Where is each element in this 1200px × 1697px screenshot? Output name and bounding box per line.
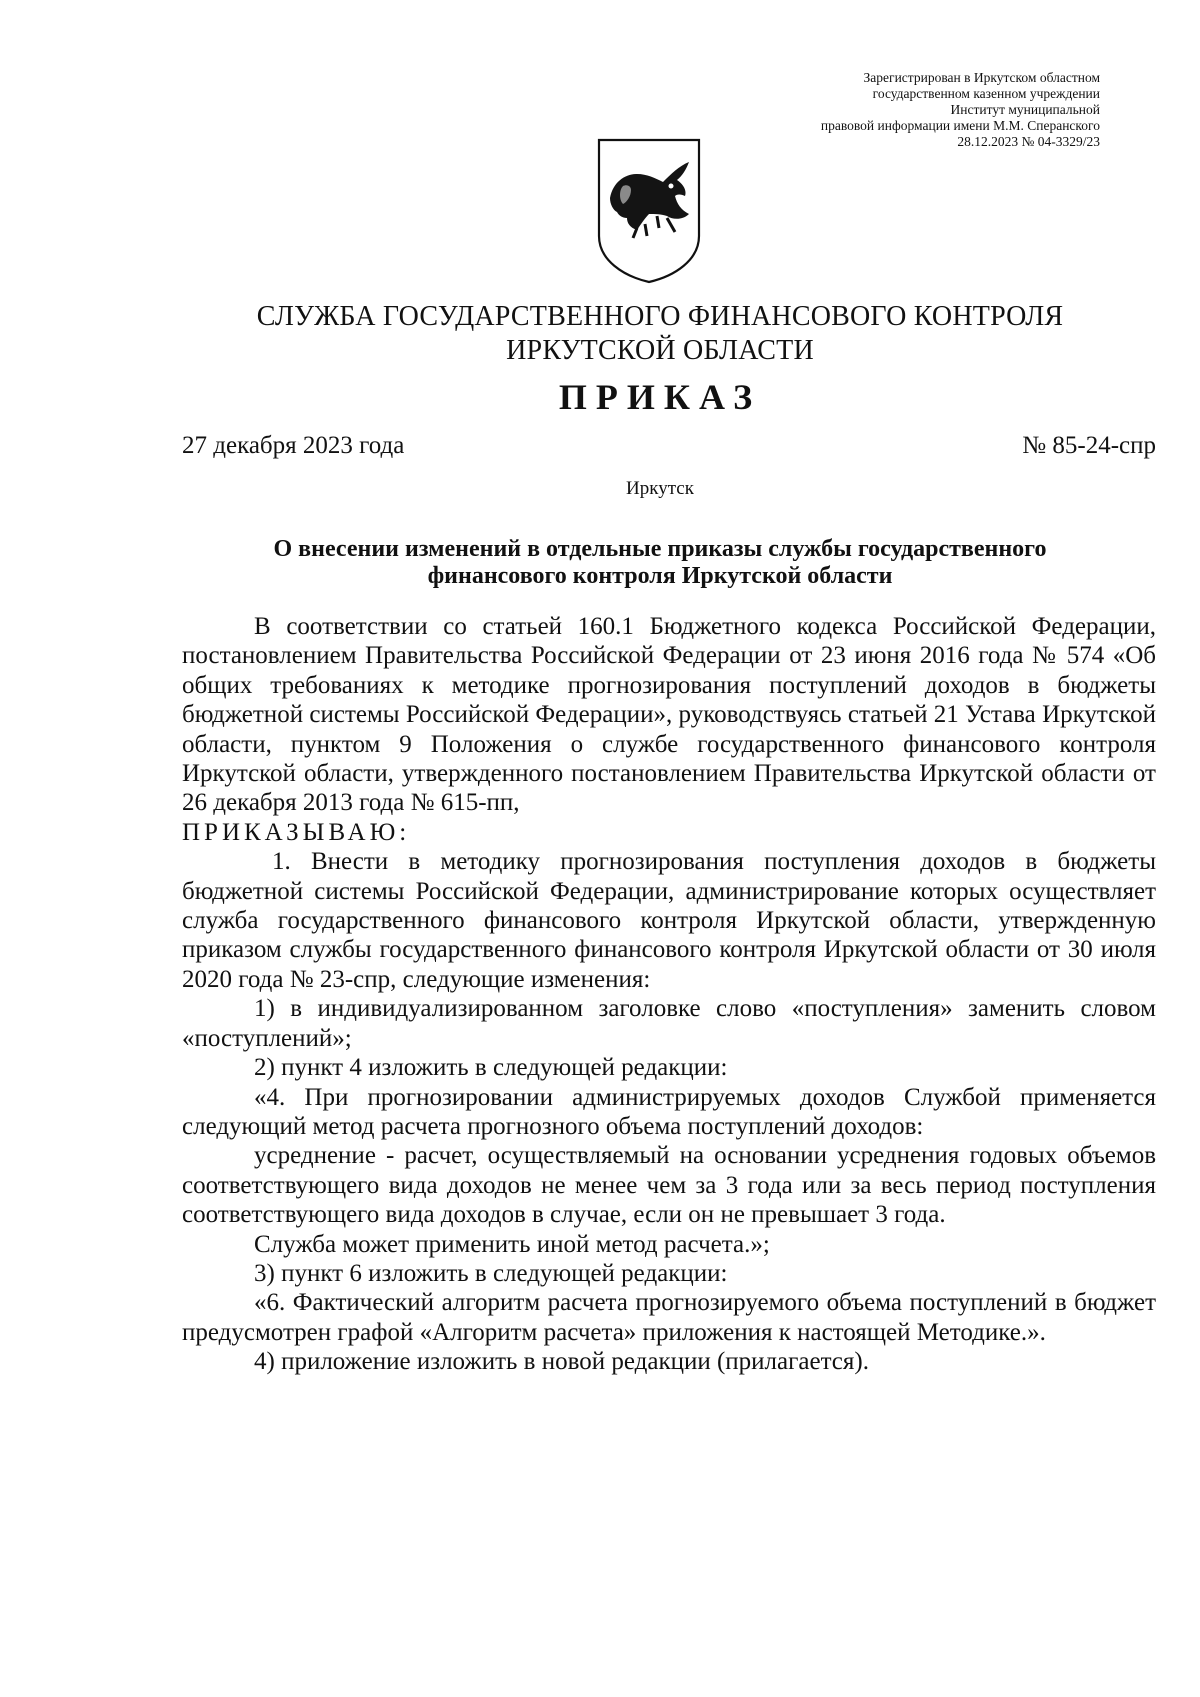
agency-name	[0, 300, 1200, 368]
body-paragraph: 4) приложение изложить в новой редакции (прилагается).	[254, 1348, 869, 1376]
registration-line: Институт муниципальной	[950, 102, 1100, 117]
registration-line: Зарегистрирован в Иркутском областном	[863, 70, 1100, 85]
document-type: ПРИКАЗ	[558, 377, 762, 417]
body-paragraph: усреднение - расчет, осуществляемый на основании усреднения годовых объемов соответствующего вида доходов не менее чем за 3 года или за весь период поступления соответствующего вида доходов в случае, если он не превышает 3 года.	[182, 1142, 1156, 1229]
order-word: ПРИКАЗЫВАЮ:	[182, 818, 411, 846]
body-paragraph: 2) пункт 4 изложить в следующей редакции:	[254, 1054, 728, 1082]
agency-name-line: ИРКУТСКОЙ ОБЛАСТИ	[506, 335, 814, 366]
irkutsk-coat-of-arms-icon	[597, 138, 701, 284]
body-paragraph: 3) пункт 6 изложить в следующей редакции:	[254, 1259, 728, 1287]
registration-line: 28.12.2023 № 04-3329/23	[957, 134, 1100, 149]
registration-line: правовой информации имени М.М. Сперанского	[820, 118, 1100, 133]
agency-name-line: СЛУЖБА ГОСУДАРСТВЕННОГО ФИНАНСОВОГО КОНТРОЛЯ	[256, 301, 1064, 332]
body-paragraph: 1. Внести в методику прогнозирования поступления доходов в бюджеты бюджетной системы Российской Федерации, администрирование которых осуществляет служба государственного финансового контроля Иркутской области, утвержденную приказом службы государственного финансового контроля Иркутской области от 30 июля 2020 года № 23-спр, следующие изменения:	[182, 848, 1156, 993]
document-subject	[190, 536, 1130, 590]
preamble-paragraph: В соответствии со статьей 160.1 Бюджетного кодекса Российской Федерации, постановлением Правительства Российской Федерации от 23 июня 2016 года № 574 «Об общих требованиях к методике прогнозирования поступлений доходов в бюджеты бюджетной системы Российской Федерации», руководствуясь статьей 21 Устава Иркутской области, пунктом 9 Положения о службе государственного финансового контроля Иркутской области, утвержденного постановлением Правительства Иркутской области от 26 декабря 2013 года № 615-пп,	[182, 613, 1156, 817]
document-body	[182, 612, 1156, 1377]
registration-line: государственном казенном учреждении	[872, 86, 1100, 101]
body-paragraph: «4. При прогнозировании администрируемых доходов Службой применяется следующий метод расчета прогнозного объема поступлений доходов:	[182, 1083, 1156, 1140]
body-paragraph: Служба может применить иной метод расчета.»;	[254, 1230, 770, 1258]
document-city: Иркутск	[626, 478, 694, 499]
body-paragraph: 1) в индивидуализированном заголовке слово «поступления» заменить словом «поступлений»;	[182, 995, 1156, 1052]
registration-stamp	[680, 70, 1100, 150]
subject-line: О внесении изменений в отдельные приказы службы государственного	[273, 536, 1047, 562]
document-date: 27 декабря 2023 года	[182, 432, 405, 459]
body-paragraph: «6. Фактический алгоритм расчета прогнозируемого объема поступлений в бюджет предусмотрен графой «Алгоритм расчета» приложения к настоящей Методике.».	[182, 1289, 1156, 1346]
subject-line: финансового контроля Иркутской области	[427, 563, 893, 589]
document-number: № 85-24-спр	[1022, 432, 1156, 459]
